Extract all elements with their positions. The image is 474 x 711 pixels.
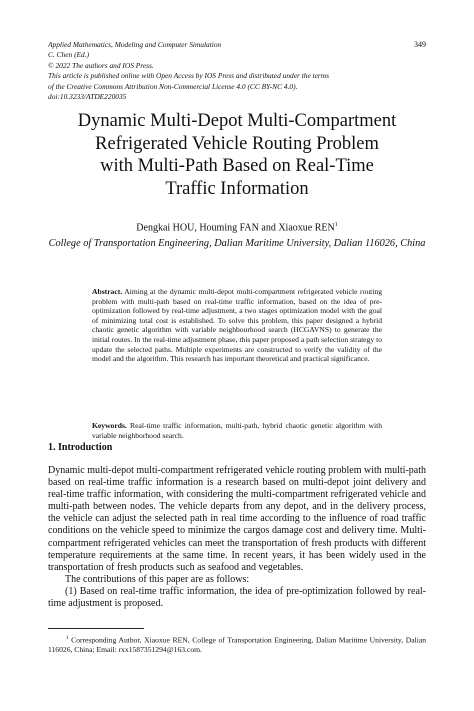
header-line: of the Creative Commons Attribution Non-Commercial License 4.0 (CC BY-NC 4.0). [48,81,298,91]
title-line: Refrigerated Vehicle Routing Problem [95,133,379,154]
keywords [92,421,382,440]
author-names: Dengkai HOU, Houming FAN and Xiaoxue REN [136,222,335,234]
page-number: 349 [414,40,426,49]
header-line: © 2022 The authors and IOS Press. [48,60,154,70]
publication-header [48,40,428,102]
footnote [48,634,426,655]
title-line: with Multi-Path Based on Real-Time [100,156,374,176]
footnote-mark: 1 [66,636,69,641]
body-paragraph: The contributions of this paper are as follows: [65,573,250,585]
section-heading: 1. Introduction [48,442,113,453]
doi-line: doi:10.3233/ATDE220035 [48,92,127,102]
body-text [48,465,426,610]
author-footnote-mark: 1 [334,222,338,228]
title-line: Traffic Information [165,178,309,199]
body-paragraph: (1) Based on real-time traffic information, the idea of pre-optimization followed by real-time adjustment is proposed. [48,585,426,610]
footnote-text: Corresponding Author, Xiaoxue REN, College of Transportation Engineering, Dalian Maritime University, Dalian 116026, China; Email: rxx1587351294@163.com. [48,635,426,655]
abstract-text: Aiming at the dynamic multi-depot multi-compartment refrigerated vehicle routing problem with multi-path based on real-time traffic information, based on the idea of pre-optimization followed by real-time adjustment, a two stages optimization model with the goal of minimizing total cost is established. To solve this problem, this paper designed a hybrid chaotic genetic algorithm with variable neighbourhood search (HCGAVNS) to generate the initial routes. In the real-time adjustment phase, this paper proposed a path selection strategy to update the selected paths. Multiple experiments are constructed to verify the validity of the model and the algorithm. This research has important theoretical and practical significance. [92,287,382,364]
paper-title [40,110,434,200]
author-list [40,219,434,234]
header-line: This article is published online with Open Access by IOS Press and distributed under the terms [48,71,330,81]
keywords-text: Real-time traffic information, multi-path, hybrid chaotic genetic algorithm with variable neighborhood search. [92,421,382,440]
header-line: C. Chen (Ed.) [48,50,90,60]
keywords-label: Keywords. [92,421,127,430]
header-line: Applied Mathematics, Modeling and Computer Simulation [48,40,222,49]
body-paragraph: Dynamic multi-depot multi-compartment refrigerated vehicle routing problem with multi-path based on real-time traffic information is a research based on multi-depot joint delivery and real-time traffic information, with considering the multi-compartment refrigerated vehicle and multi-path between nodes. The vehicle departs from any depot, and in the delivery process, the vehicle can adjust the selected path in real time according to the influence of road traffic conditions on the vehicle speed to minimize the cargos damage cost and delivery time. Multi-compartment refrigerated vehicles can meet the transportation of fresh products with different temperature requirements at the same time. In recent years, it has been widely used in the transportation of fresh products such as seafood and vegetables. [48,465,426,573]
abstract [92,287,382,364]
abstract-label: Abstract. [92,287,123,296]
footnote-divider [48,628,144,629]
title-line: Dynamic Multi-Depot Multi-Compartment [77,111,397,131]
affiliation: College of Transportation Engineering, Dalian Maritime University, Dalian 116026, China [48,238,426,249]
